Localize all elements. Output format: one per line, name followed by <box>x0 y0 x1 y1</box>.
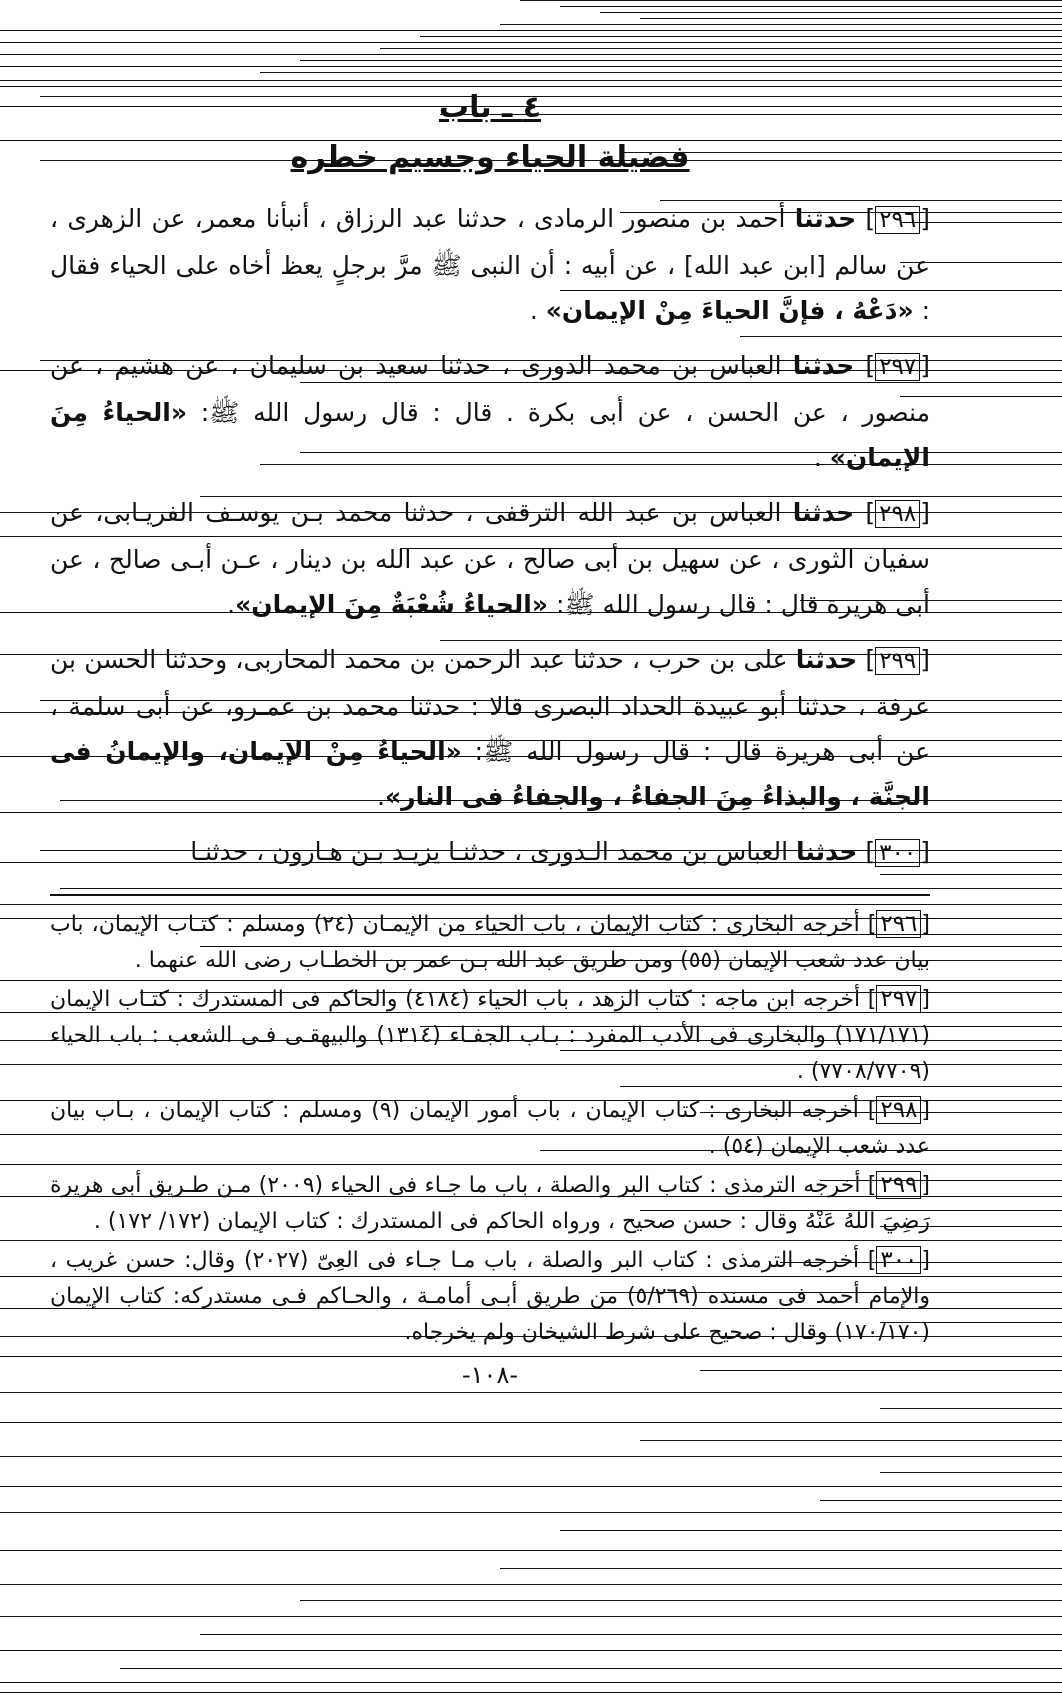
page-number: -١٠٨- <box>461 1361 518 1389</box>
hadith-paragraph: [٣٠٠] حدثنا العباس بن محمد الـدورى ، حدثنـا يزيـد بـن هـارون ، حدثنـا <box>190 837 930 866</box>
hadith-tail: . <box>529 296 546 325</box>
hadith-lead: حدثنا <box>792 351 855 380</box>
chapter-title: فضيلة الحياء وجسيم خطره <box>290 140 690 175</box>
hadith-quote: «الحياءُ شُعْبَةٌ مِنَ الإيمان» <box>235 590 548 619</box>
hadith-tail: . <box>377 782 385 811</box>
footnote-text: أخرجه البخارى : كتاب الإيمان ، باب أمور الإيمان (٩) ومسلم : كتاب الإيمان ، بـاب بيان عدد شعب الإيمان (٥٤) . <box>50 1098 930 1159</box>
chapter-heading: ٤ ـ باب <box>438 90 542 125</box>
footnote-number: ٣٠٠ <box>876 1246 921 1274</box>
hadith-text: العباس بن عبد الله الترقفى ، حدثنا محمد بـن يوسـف الفريـابى، عن سفيان الثورى ، عن سهيل بن أبى صالح ، عن عبد الله بن دينار ، عـن أبـى صالح ، عن أبى هريرة قال : قال رسول الله ﷺ: <box>50 498 930 619</box>
footnote: [٢٩٨] أخرجه البخارى : كتاب الإيمان ، باب أمور الإيمان (٩) ومسلم : كتاب الإيمان ، بـاب بيان عدد شعب الإيمان (٥٤) . <box>50 1097 931 1159</box>
footnote-number: ٢٩٦ <box>876 910 921 938</box>
hadith-lead: حدثنا <box>794 204 857 233</box>
hadith-number: ٢٩٨ <box>875 500 920 528</box>
footnote-divider <box>50 894 930 896</box>
hadith-number: ٢٩٦ <box>875 206 920 234</box>
hadith-number: ٢٩٧ <box>875 353 920 381</box>
hadith-paragraph: [٢٩٨] حدثنا العباس بن عبد الله الترقفى ، حدثنا محمد بـن يوسـف الفريـابى، عن سفيان الثورى ، عن سهيل بن أبى صالح ، عن عبد الله بن دينار ، عـن أبـى صالح ، عن أبى هريرة قال : قال رسول الله ﷺ: «الحياءُ شُعْبَةٌ مِنَ الإيمان». <box>50 498 930 619</box>
hadith-text: أحمد بن منصور الرمادى ، حدثنا عبد الرزاق ، أنبأنا معمر، عن الزهرى ، عن سالم [ابن عبد الله] ، عن أبيه : أن النبى ﷺ مرَّ برجلٍ يعظ أخاه على الحياء فقال : <box>50 204 930 325</box>
hadith-quote: «الحياءُ مِنَ الإيمان» <box>50 398 930 472</box>
hadith-lead: حدثنا <box>795 645 858 674</box>
footnote: [٢٩٦] أخرجه البخارى : كتاب الإيمان ، باب الحياء من الإيمـان (٢٤) ومسلم : كتـاب الإيمان، باب بيان عدد شعب الإيمان (٥٥) ومن طريق عبد الله بـن عمر بن الخطـاب رضى الله عنهما . <box>50 911 930 973</box>
footnote-text: أخرجه الترمذى : كتاب البر والصلة ، باب ما جـاء فى الحياء (٢٠٠٩) مـن طـريق أبى هريرة رَضِيَ اللهُ عَنْهُ وقال : حسن صحيح ، ورواه الحاكم فى المستدرك : كتاب الإيمان (١٧٢/ ١٧٢) . <box>50 1173 930 1234</box>
footnote-text: أخرجه البخارى : كتاب الإيمان ، باب الحياء من الإيمـان (٢٤) ومسلم : كتـاب الإيمان، باب بيان عدد شعب الإيمان (٥٥) ومن طريق عبد الله بـن عمر بن الخطـاب رضى الله عنهما . <box>50 912 930 973</box>
footnote-number: ٢٩٧ <box>876 985 921 1013</box>
hadith-number: ٣٠٠ <box>875 839 920 867</box>
hadith-tail: . <box>227 590 236 619</box>
footnote: [٣٠٠] أخرجه الترمذى : كتاب البر والصلة ، باب مـا جـاء فى العِىّ (٢٠٢٧) وقال: حسن غريب ، والإمام أحمد فى مسنده (٥/٢٦٩) من طريق أبـى أمامـة ، والحـاكم فـى مستدركه: كتاب الإيمان (١٧٠/١٧٠) وقال : صحيح على شرط الشيخان ولم يخرجاه. <box>50 1247 930 1345</box>
hadith-quote: «دَعْهُ ، فإنَّ الحياءَ مِنْ الإيمان» <box>545 296 914 325</box>
hadith-text: العباس بن محمد الـدورى ، حدثنـا يزيـد بـن هـارون ، حدثنـا <box>190 837 789 866</box>
hadith-quote: «الحياءُ مِنْ الإيمان، والإيمانُ فى الجنَّة ، والبذاءُ مِنَ الجفاءُ ، والجفاءُ فى النار» <box>50 737 930 811</box>
hadith-number: ٢٩٩ <box>875 647 920 675</box>
footnote-text: أخرجه ابن ماجه : كتاب الزهد ، باب الحياء (٤١٨٤) والحاكم فى المستدرك : كتـاب الإيمان (١٧١/١٧١) والبخارى فى الأدب المفرد : بـاب الجفـاء (١٣١٤) والبيهقـى فـى الشعب : باب الحياء (٧٧٠٨/٧٧٠٩) . <box>50 987 931 1084</box>
footnote-text: أخرجه الترمذى : كتاب البر والصلة ، باب مـا جـاء فى العِىّ (٢٠٢٧) وقال: حسن غريب ، والإمام أحمد فى مسنده (٥/٢٦٩) من طريق أبـى أمامـة ، والحـاكم فـى مستدركه: كتاب الإيمان (١٧٠/١٧٠) وقال : صحيح على شرط الشيخان ولم يخرجاه. <box>50 1248 930 1345</box>
hadith-paragraph: [٢٩٩] حدثنا على بن حرب ، حدثنا عبد الرحمن بن محمد المحاربى، وحدثنا الحسن بن عرفة ، حدثنا أبو عبيدة الحداد البصرى قالا : حدثنا محمد بن عمـرو، عن أبى سلمة ، عن أبى هريرة قال : قال رسول الله ﷺ: «الحياءُ مِنْ الإيمان، والإيمانُ فى الجنَّة ، والبذاءُ مِنَ الجفاءُ ، والجفاءُ فى النار». <box>50 645 931 811</box>
footnote-number: ٢٩٩ <box>876 1171 921 1199</box>
hadith-text: على بن حرب ، حدثنا عبد الرحمن بن محمد المحاربى، وحدثنا الحسن بن عرفة ، حدثنا أبو عبيدة الحداد البصرى قالا : حدثنا محمد بن عمـرو، عن أبى سلمة ، عن أبى هريرة قال : قال رسول الله ﷺ: <box>50 645 930 766</box>
footnote: [٢٩٩] أخرجه الترمذى : كتاب البر والصلة ، باب ما جـاء فى الحياء (٢٠٠٩) مـن طـريق أبى هريرة رَضِيَ اللهُ عَنْهُ وقال : حسن صحيح ، ورواه الحاكم فى المستدرك : كتاب الإيمان (١٧٢/ ١٧٢) . <box>50 1172 930 1234</box>
hadith-lead: حدثنا <box>796 837 858 866</box>
hadith-lead: حدثنا <box>792 498 855 527</box>
hadith-paragraph: [٢٩٦] حدثنا أحمد بن منصور الرمادى ، حدثنا عبد الرزاق ، أنبأنا معمر، عن الزهرى ، عن سالم [ابن عبد الله] ، عن أبيه : أن النبى ﷺ مرَّ برجلٍ يعظ أخاه على الحياء فقال : «دَعْهُ ، فإنَّ الحياءَ مِنْ الإيمان» . <box>50 204 931 325</box>
hadith-paragraph: [٢٩٧] حدثنا العباس بن محمد الدورى ، حدثنا سعيد بن سليمان ، عن هشيم ، عن منصور ، عن الحسن ، عن أبى بكرة . قال : قال رسول الله ﷺ: «الحياءُ مِنَ الإيمان» . <box>50 351 931 472</box>
page-content <box>50 88 930 1389</box>
footnote-number: ٢٩٨ <box>876 1096 921 1124</box>
footnote: [٢٩٧] أخرجه ابن ماجه : كتاب الزهد ، باب الحياء (٤١٨٤) والحاكم فى المستدرك : كتـاب الإيمان (١٧١/١٧١) والبخارى فى الأدب المفرد : بـاب الجفـاء (١٣١٤) والبيهقـى فـى الشعب : باب الحياء (٧٧٠٨/٧٧٠٩) . <box>50 986 931 1084</box>
hadith-tail: . <box>813 443 830 472</box>
hadith-text: العباس بن محمد الدورى ، حدثنا سعيد بن سليمان ، عن هشيم ، عن منصور ، عن الحسن ، عن أبى بكرة . قال : قال رسول الله ﷺ: <box>50 351 930 427</box>
